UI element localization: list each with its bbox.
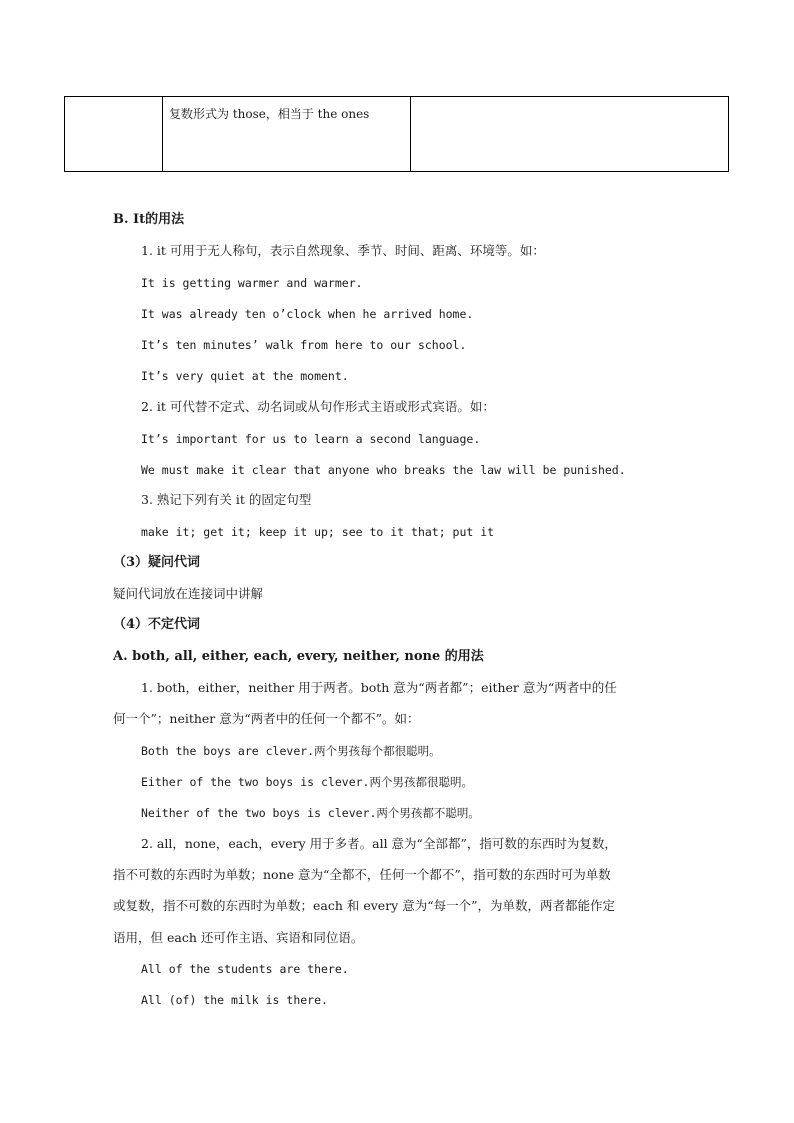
table-cell-3 <box>411 97 728 171</box>
section-4-subheading: A. both, all, either, each, every, neither, none 的用法 <box>113 649 484 664</box>
example-sentence: It’s very quiet at the moment. <box>141 369 349 383</box>
section-4-point-2-line: 指不可数的东西时为单数；none 意为“全都不，任何一个都不”，指可数的东西时可为单数 <box>113 867 611 882</box>
table-cell-2: 复数形式为 those，相当于 the ones <box>163 97 411 171</box>
section-4-point-1-line: 何一个”；neither 意为“两者中的任何一个都不”。如： <box>113 711 420 726</box>
example-sentence: It’s ten minutes’ walk from here to our school. <box>141 338 467 352</box>
section-4-point-2-line: 语用，但 each 还可作主语、宾语和同位语。 <box>113 930 364 945</box>
section-3-text: 疑问代词放在连接词中讲解 <box>113 586 264 601</box>
example-sentence: Neither of the two boys is clever.两个男孩都不聪明。 <box>141 806 480 820</box>
example-sentence: It’s important for us to learn a second language. <box>141 432 481 446</box>
example-sentence: All (of) the milk is there. <box>141 993 328 1007</box>
table-cell-1 <box>65 97 163 171</box>
section-4-point-2-line: 或复数，指不可数的东西时为单数；each 和 every 意为“每一个”，为单数，两者都能作定 <box>113 898 615 913</box>
section-b-point-3: 3. 熟记下列有关 it 的固定句型 <box>141 492 312 507</box>
example-sentence: It was already ten o’clock when he arrived home. <box>141 307 474 321</box>
example-sentence: It is getting warmer and warmer. <box>141 276 363 290</box>
section-b-point-1: 1. it 可用于无人称句，表示自然现象、季节、时间、距离、环境等。如： <box>141 243 545 258</box>
section-b-heading: B. It的用法 <box>113 212 185 227</box>
example-sentence: We must make it clear that anyone who breaks the law will be punished. <box>141 463 626 477</box>
section-3-heading: （3）疑问代词 <box>113 555 201 570</box>
section-4-heading: （4）不定代词 <box>113 617 201 632</box>
example-sentence: Either of the two boys is clever.两个男孩都很聪明。 <box>141 775 473 789</box>
section-4-point-2-line: 2. all，none，each，every 用于多者。all 意为“全部都”，指可数的东西时为复数， <box>141 836 617 851</box>
section-b-point-2: 2. it 可代替不定式、动名词或从句作形式主语或形式宾语。如： <box>141 399 495 414</box>
section-4-point-1-line: 1. both，either，neither 用于两者。both 意为“两者都”；either 意为“两者中的任 <box>141 680 617 695</box>
example-sentence: All of the students are there. <box>141 962 349 976</box>
grammar-table <box>64 96 729 172</box>
example-sentence: make it; get it; keep it up; see to it that; put it <box>141 525 495 539</box>
example-sentence: Both the boys are clever.两个男孩每个都很聪明。 <box>141 744 441 758</box>
